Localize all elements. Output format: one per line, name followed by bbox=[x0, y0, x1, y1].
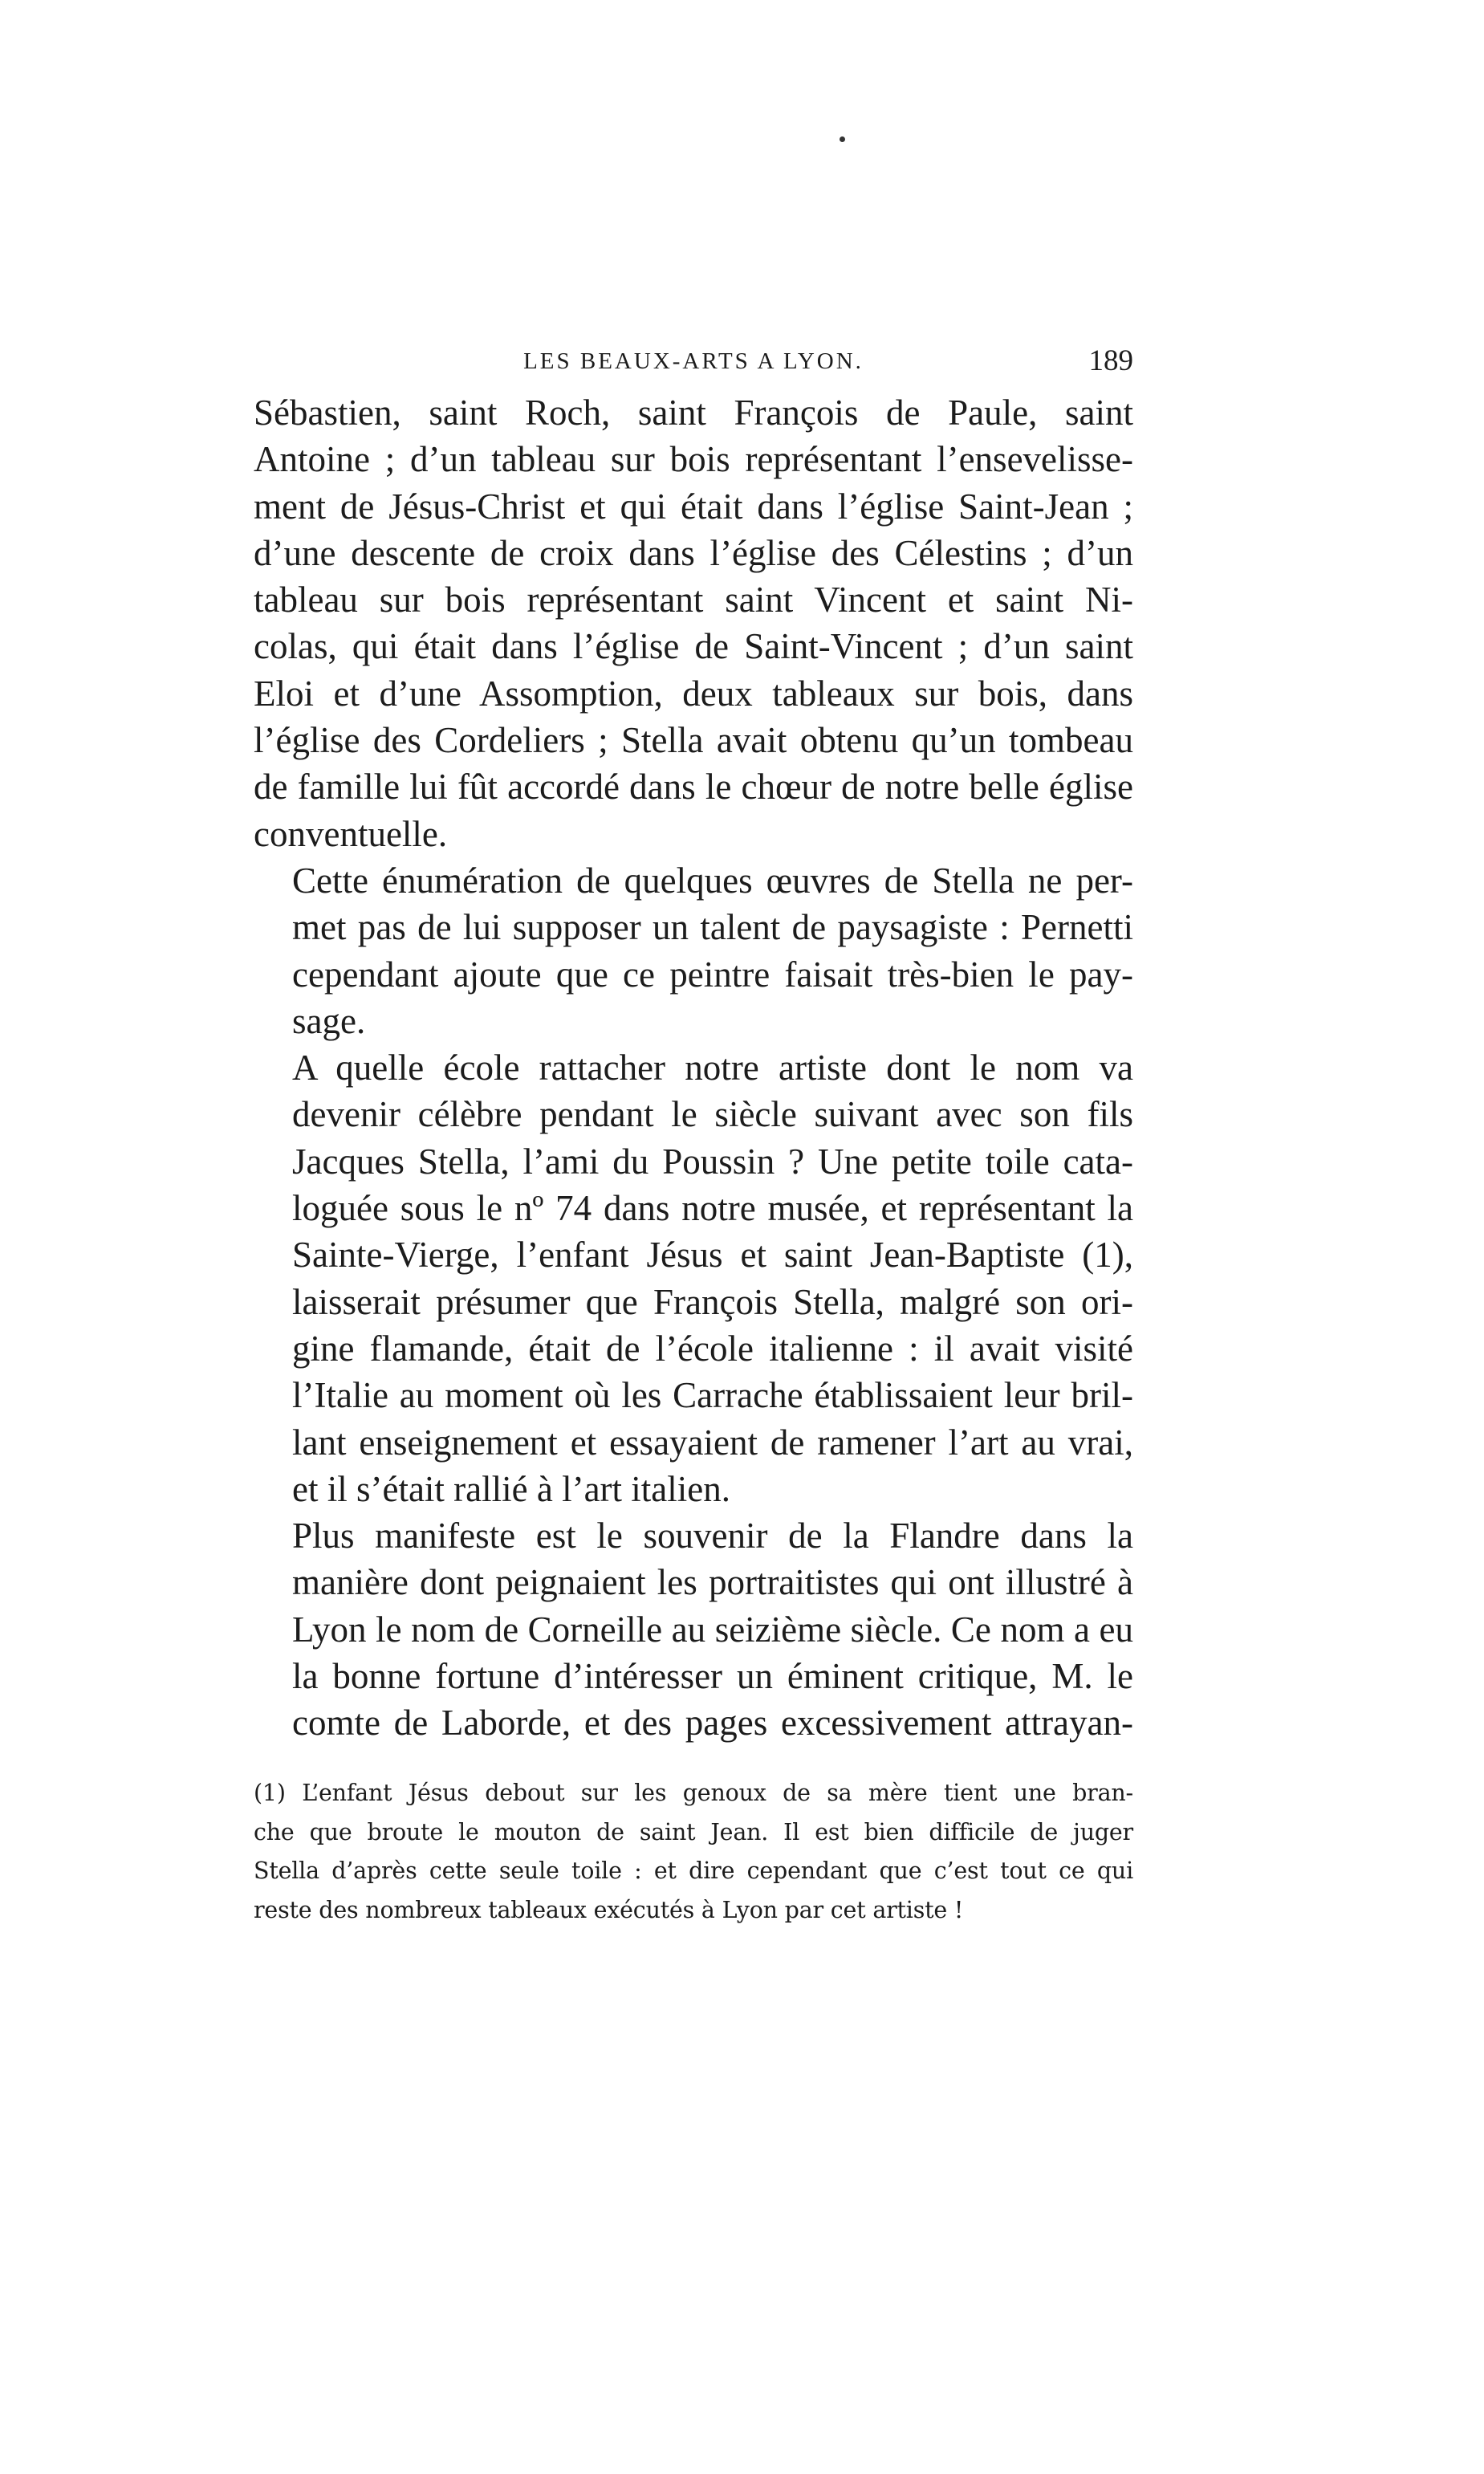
text-line: Sainte-Vierge, l’enfant Jésus et saint Jean-Baptiste (1), bbox=[292, 1235, 1133, 1276]
page-header bbox=[254, 344, 1133, 392]
text-line: tableau sur bois représentant saint Vincent et saint Ni- bbox=[254, 580, 1133, 621]
text-line: l’église des Cordeliers ; Stella avait obtenu qu’un tombeau bbox=[254, 720, 1133, 761]
text-line: de famille lui fût accordé dans le chœur de notre belle église bbox=[254, 767, 1133, 808]
footnote-line: reste des nombreux tableaux exécutés à Lyon par cet artiste ! bbox=[254, 1896, 964, 1923]
footnote bbox=[254, 1774, 1133, 1930]
text-line: conventuelle. bbox=[254, 813, 448, 854]
footnote-line: che que broute le mouton de saint Jean. Il est bien difficile de juger bbox=[254, 1818, 1133, 1845]
footnote-line: Stella d’après cette seule toile : et dire cependant que c’est tout ce qui bbox=[254, 1858, 1133, 1884]
text-line: cependant ajoute que ce peintre faisait très-bien le pay- bbox=[292, 954, 1133, 995]
text-line: ment de Jésus-Christ et qui était dans l’église Saint-Jean ; bbox=[254, 486, 1133, 527]
ink-speck bbox=[840, 136, 845, 142]
text-line: loguée sous le nº 74 dans notre musée, et représentant la bbox=[292, 1188, 1133, 1229]
running-title: LES BEAUX-ARTS A LYON. bbox=[523, 348, 864, 374]
paragraph-flandre bbox=[254, 1512, 1133, 1746]
text-line: Jacques Stella, l’ami du Poussin ? Une petite toile cata- bbox=[292, 1141, 1133, 1182]
body-text bbox=[254, 389, 1133, 1747]
text-line: Sébastien, saint Roch, saint François de Paule, saint bbox=[254, 393, 1133, 433]
text-line: Eloi et d’une Assomption, deux tableaux sur bois, dans bbox=[254, 673, 1133, 714]
text-line: manière dont peignaient les portraitistes qui ont illustré à bbox=[292, 1562, 1133, 1603]
text-line: Lyon le nom de Corneille au seizième siècle. Ce nom a eu bbox=[292, 1609, 1133, 1650]
text-line: colas, qui était dans l’église de Saint-Vincent ; d’un saint bbox=[254, 626, 1133, 667]
text-line: lant enseignement et essayaient de ramener l’art au vrai, bbox=[292, 1422, 1133, 1463]
paragraph-enumeration bbox=[254, 857, 1133, 1044]
text-line: Antoine ; d’un tableau sur bois représentant l’ensevelisse- bbox=[254, 439, 1133, 480]
paragraph-continuation bbox=[254, 389, 1133, 857]
text-line: comte de Laborde, et des pages excessivement attrayan- bbox=[292, 1703, 1133, 1744]
text-line: la bonne fortune d’intéresser un éminent critique, M. le bbox=[292, 1656, 1133, 1697]
paragraph-ecole bbox=[254, 1044, 1133, 1512]
text-line: Cette énumération de quelques œuvres de Stella ne per- bbox=[292, 860, 1133, 901]
footnote-line: (1) L’enfant Jésus debout sur les genoux de sa mère tient une bran- bbox=[254, 1780, 1133, 1806]
text-line: laisserait présumer que François Stella, malgré son ori- bbox=[292, 1281, 1133, 1322]
text-line: devenir célèbre pendant le siècle suivant avec son fils bbox=[292, 1094, 1133, 1135]
page-number: 189 bbox=[1088, 344, 1133, 377]
text-line: Plus manifeste est le souvenir de la Flandre dans la bbox=[292, 1516, 1133, 1556]
text-line: d’une descente de croix dans l’église des Célestins ; d’un bbox=[254, 532, 1133, 573]
text-line: A quelle école rattacher notre artiste dont le nom va bbox=[292, 1048, 1133, 1088]
text-line: l’Italie au moment où les Carrache établissaient leur bril- bbox=[292, 1375, 1133, 1416]
text-line: et il s’était rallié à l’art italien. bbox=[292, 1468, 730, 1509]
text-line: sage. bbox=[292, 1000, 366, 1041]
text-line: met pas de lui supposer un talent de paysagiste : Pernetti bbox=[292, 907, 1133, 948]
text-line: gine flamande, était de l’école italienne : il avait visité bbox=[292, 1328, 1133, 1369]
